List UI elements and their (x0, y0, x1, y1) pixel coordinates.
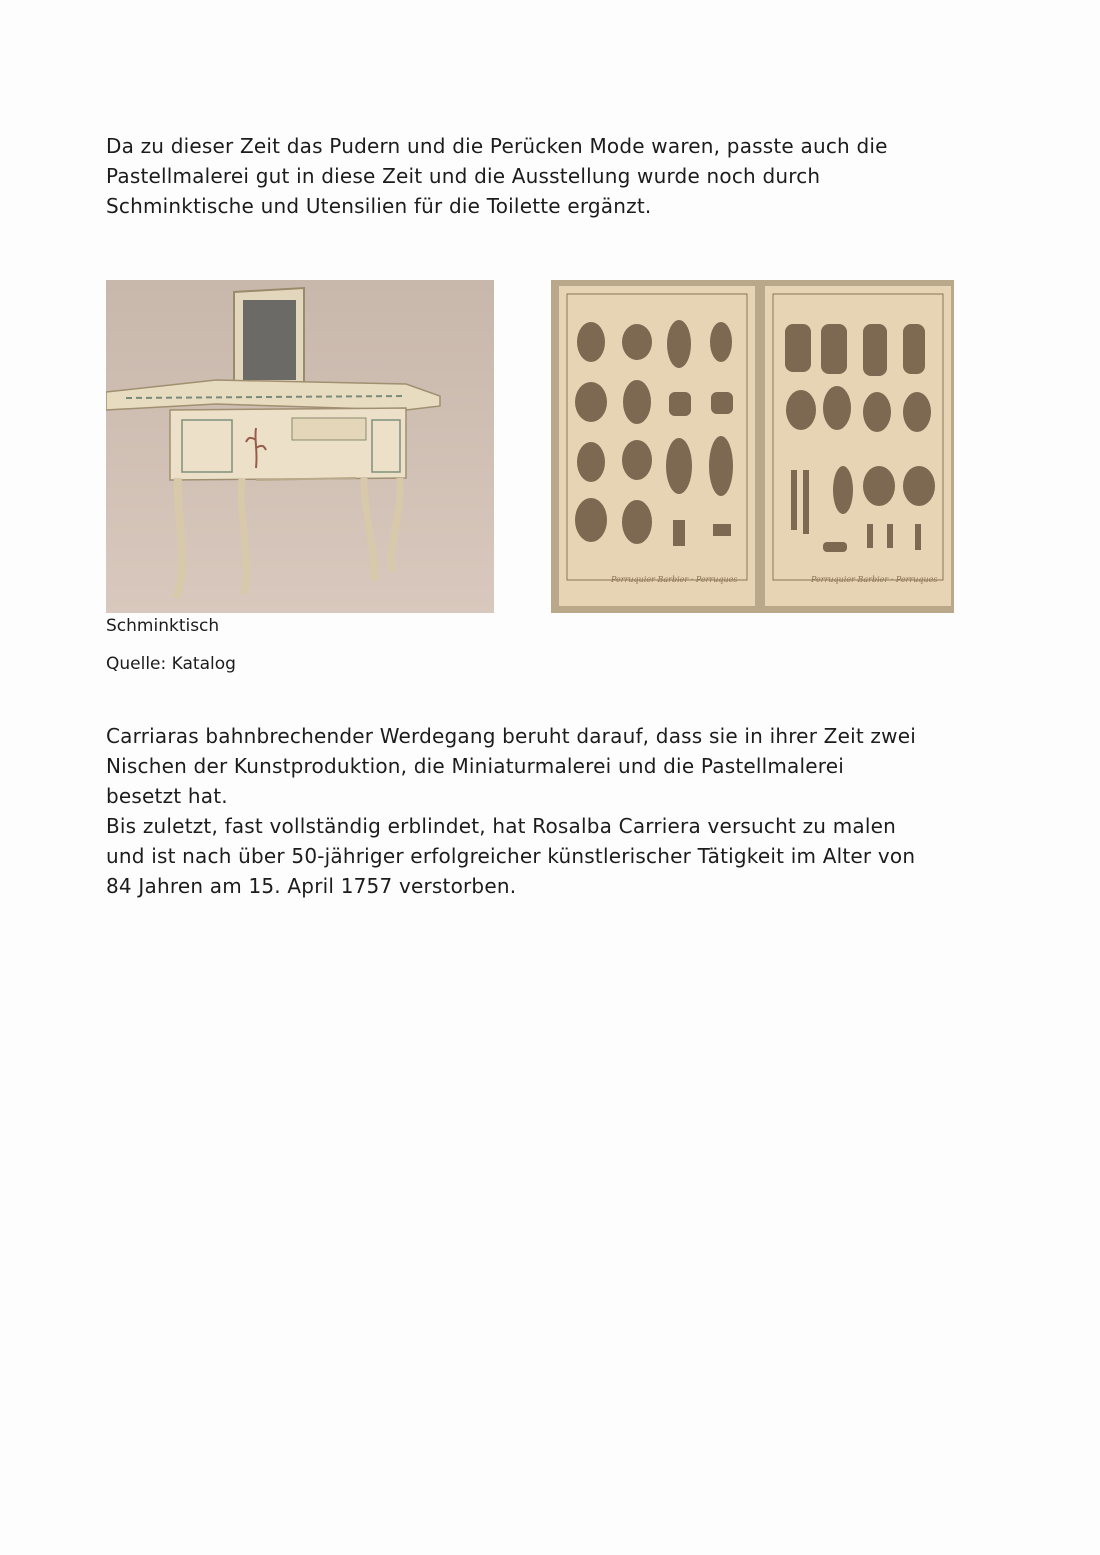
dressing-table-image (106, 280, 494, 613)
wig-plates-image (551, 280, 954, 613)
text-line: und ist nach über 50-jähriger erfolgreicher künstlerischer Tätigkeit im Alter von (106, 844, 916, 868)
text-line: Da zu dieser Zeit das Pudern und die Perücken Mode waren, passte auch die (106, 134, 888, 158)
svg-text:Perruquier Barbier · Perruques: Perruquier Barbier · Perruques (611, 575, 738, 584)
text-line: Nischen der Kunstproduktion, die Miniaturmalerei und die Pastellmalerei (106, 754, 845, 778)
text-line: Bis zuletzt, fast vollständig erblindet, hat Rosalba Carriera versucht zu malen (106, 814, 897, 838)
figure-caption: Schminktisch (106, 616, 220, 636)
text-line: Schminktische und Utensilien für die Toilette ergänzt. (106, 194, 652, 218)
paragraph-biography (106, 721, 1006, 901)
paragraph-intro (106, 131, 1006, 221)
figure-source: Quelle: Katalog (106, 654, 236, 674)
text-line: Carriaras bahnbrechender Werdegang beruht darauf, dass sie in ihrer Zeit zwei (106, 724, 916, 748)
text-line: besetzt hat. (106, 784, 228, 808)
text-line: 84 Jahren am 15. April 1757 verstorben. (106, 874, 517, 898)
text-line: Pastellmalerei gut in diese Zeit und die Ausstellung wurde noch durch (106, 164, 821, 188)
svg-text:Perruquier Barbier · Perruques: Perruquier Barbier · Perruques (811, 575, 938, 584)
